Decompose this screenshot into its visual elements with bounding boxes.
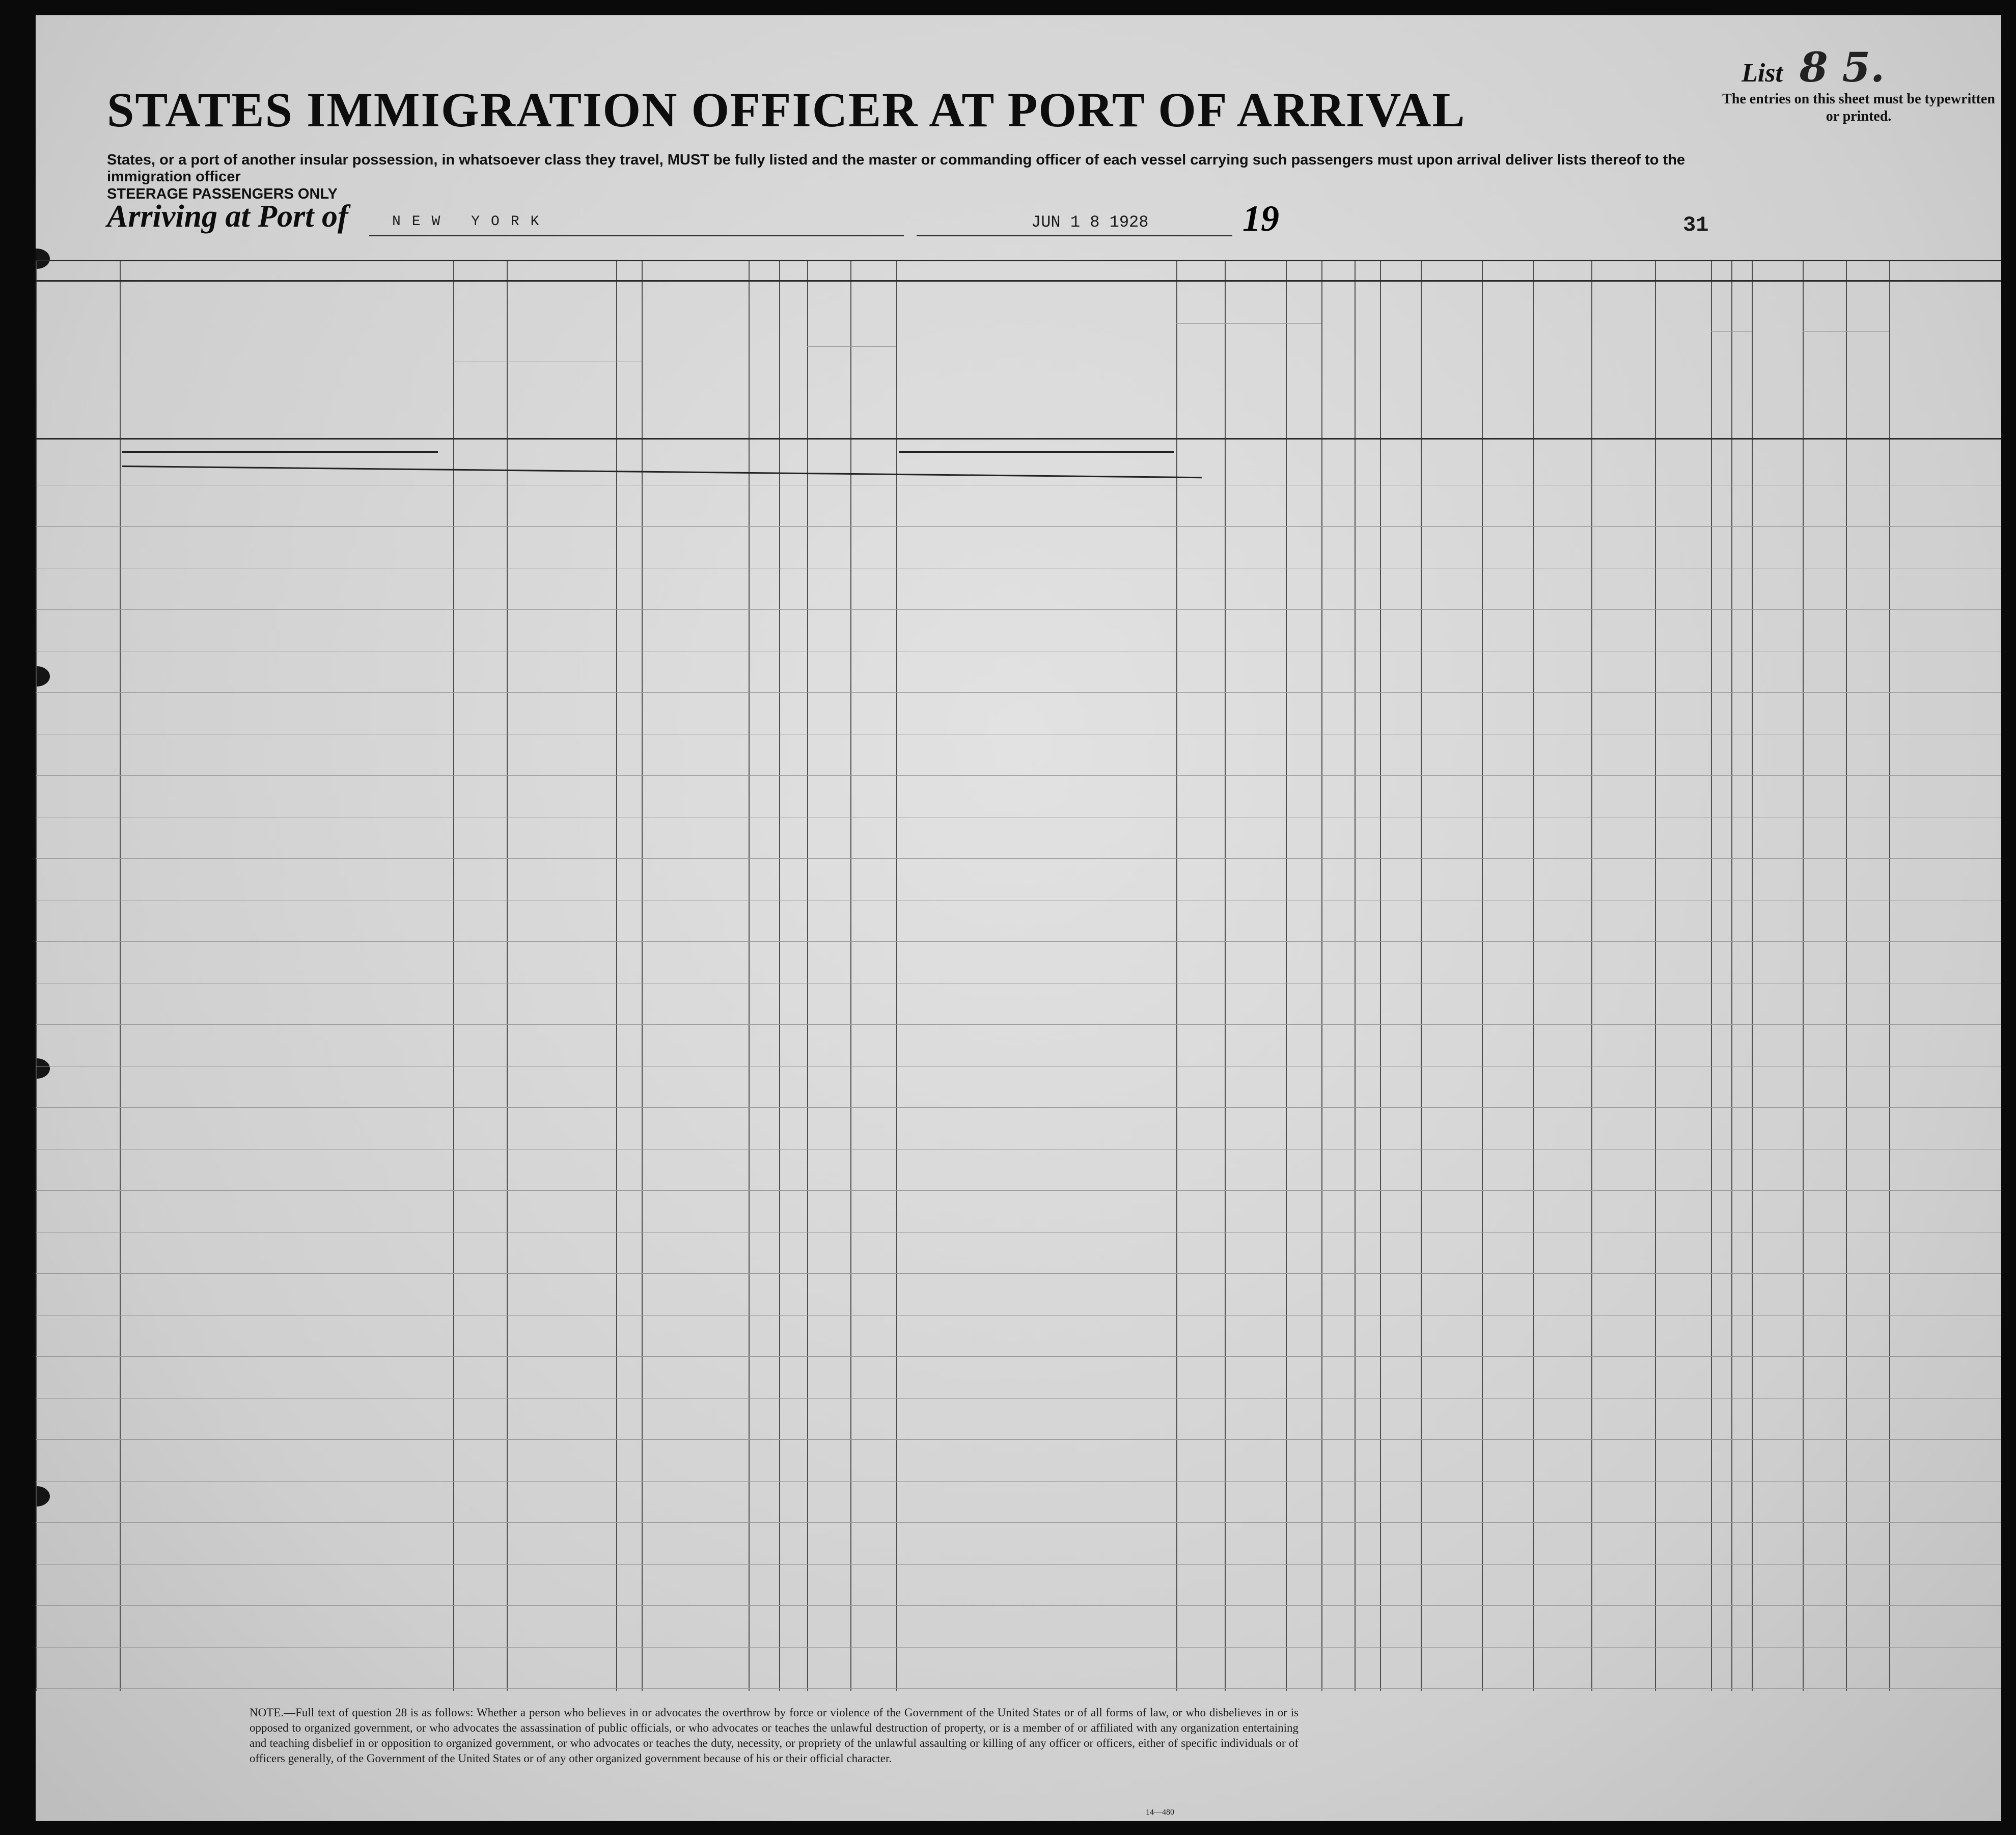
- port-value: NEW YORK: [392, 214, 550, 230]
- column-rule: [1846, 260, 1847, 1691]
- header-overthrow: [1423, 285, 1481, 433]
- row-rule: [36, 1190, 2001, 1191]
- column-rule: [1803, 260, 1804, 1691]
- column-rule: [453, 260, 454, 1691]
- row-rule: [36, 1232, 2001, 1233]
- year-prefix: 19: [1242, 198, 1279, 239]
- header-ticket: [618, 285, 641, 433]
- subheader-rule: [1176, 323, 1321, 324]
- column-rule: [1711, 260, 1712, 1691]
- header-height: [1713, 308, 1750, 328]
- header-purpose: [1178, 286, 1319, 317]
- subheader-rule: [807, 346, 896, 347]
- header-complexion: [1754, 351, 1801, 392]
- date-underline: [917, 235, 1232, 236]
- column-rule: [1225, 260, 1226, 1691]
- row-rule: [36, 1688, 2001, 1689]
- year-suffix: 31: [1683, 213, 1709, 237]
- column-rule: [749, 260, 750, 1691]
- row-rule: [36, 1315, 2001, 1316]
- header-inches: [1733, 357, 1751, 433]
- row-rule: [36, 941, 2001, 942]
- column-rule: [1752, 260, 1753, 1691]
- row-rule: [36, 1481, 2001, 1482]
- column-rule: [1380, 260, 1381, 1691]
- subtitle-line: States, or a port of another insular possession, in whatsoever class they travel, MUST be fully listed and the master or commanding officer of each vessel carrying such passengers must upon arrival deliver lists thereof to the immigration officer: [107, 152, 1686, 185]
- header-money: [751, 285, 778, 433]
- header-hair: [1805, 382, 1844, 402]
- header-labor-offer: [1484, 285, 1532, 433]
- manifest-table: [36, 260, 2001, 1691]
- row-rule: [36, 1024, 2001, 1025]
- header-feet: [1713, 382, 1729, 402]
- row-rule: [36, 526, 2001, 527]
- column-rule: [807, 260, 808, 1691]
- list-number-value: 8 5.: [1799, 43, 1885, 91]
- row-rule: [36, 858, 2001, 859]
- row-rule: [36, 775, 2001, 776]
- list-number: [1742, 43, 1885, 91]
- cancel-strike: [122, 465, 1202, 478]
- column-rule: [1176, 260, 1177, 1691]
- header-yes-no: [781, 362, 805, 402]
- column-rule: [1655, 260, 1656, 1691]
- column-rule: [1482, 260, 1483, 1691]
- header-joining-relative: [898, 326, 1174, 407]
- header-prison: [1323, 285, 1354, 433]
- cancel-strike: [899, 451, 1174, 453]
- column-rule: [1889, 260, 1890, 1691]
- header-deported: [1535, 285, 1590, 433]
- header-eyes: [1848, 382, 1887, 402]
- column-rule: [1731, 260, 1732, 1691]
- header-relative-address: [122, 336, 451, 428]
- column-rule: [1321, 260, 1322, 1691]
- subheader-rule: [1803, 331, 1889, 332]
- column-rule: [616, 260, 617, 1691]
- header-where: [852, 372, 894, 402]
- column-rule: [1421, 260, 1422, 1691]
- row-rule: [36, 1647, 2001, 1648]
- steerage-label: STEERAGE PASSENGERS ONLY: [107, 185, 338, 202]
- header-health: [1593, 321, 1653, 397]
- row-rule: [36, 1356, 2001, 1357]
- date-stamp: JUN 1 8 1928: [1031, 213, 1149, 232]
- port-underline: [369, 235, 904, 236]
- column-rule: [642, 260, 643, 1691]
- header-citizen-intent: [1288, 326, 1320, 435]
- header-polygamist: [1357, 285, 1379, 433]
- cancel-strike: [122, 451, 438, 453]
- page-subtitle: [107, 152, 1686, 203]
- column-rule: [1286, 260, 1287, 1691]
- column-rule: [1533, 260, 1534, 1691]
- column-rule: [1591, 260, 1592, 1691]
- list-label: List: [1742, 59, 1783, 88]
- header-marks: [1891, 351, 2001, 382]
- form-number: 14—480: [1146, 1808, 1174, 1817]
- arriving-label: Arriving at Port of: [107, 199, 348, 234]
- header-passage-paid: [644, 290, 747, 346]
- header-deformed: [1657, 321, 1709, 418]
- header-passage-note: [644, 346, 747, 433]
- header-years: [809, 357, 848, 418]
- subheader-rule: [1711, 331, 1752, 332]
- header-anarchist: [1382, 285, 1420, 433]
- header-length-stay: [1227, 326, 1285, 435]
- entries-note: The entries on this sheet must be typewritten or printed.: [1722, 91, 1995, 124]
- column-rule: [36, 260, 37, 1691]
- header-color-of: [1805, 308, 1887, 328]
- header-destination-note: [455, 311, 614, 341]
- row-rule: [36, 1107, 2001, 1108]
- column-rule: [779, 260, 780, 1691]
- header-if-yes: [809, 326, 894, 346]
- header-rule: [36, 438, 2001, 440]
- header-list-number: [38, 331, 118, 392]
- page-title: STATES IMMIGRATION OFFICER AT PORT OF ARRIVAL: [107, 83, 1466, 137]
- header-state: [455, 387, 505, 407]
- footnote: NOTE.—Full text of question 28 is as follows: Whether a person who believes in or advocates the overthrow by force or violence of the Government of the United States or of all forms of law, or who disbelieves in or is opposed to organized government, or who advocates the assassination of public officials, or who advocates or teaches the unlawful destruction of property, or is a member of or affiliated with any organization entertaining and teaching disbelief in or opposition to organized government, or who advocates or teaches the duty, necessity, or propriety of the unlawful assaulting or killing of any officer or officers, either of specific individuals or of officers generally, of the Government of the United States or of any other organized government because of his or their official character.: [250, 1706, 1299, 1765]
- row-rule: [36, 1605, 2001, 1606]
- column-rule: [120, 260, 121, 1691]
- row-rule: [36, 1273, 2001, 1274]
- header-rule: [36, 280, 2001, 282]
- header-final-destination: [455, 290, 614, 311]
- header-return-intent: [1178, 326, 1224, 435]
- row-rule: [36, 1439, 2001, 1440]
- header-rule: [36, 260, 2001, 261]
- row-rule: [36, 609, 2001, 610]
- column-rule: [1355, 260, 1356, 1691]
- manifest-sheet: [36, 15, 2001, 1821]
- row-rule: [36, 692, 2001, 693]
- column-rule: [507, 260, 508, 1691]
- header-city: [509, 387, 614, 407]
- row-rule: [36, 1564, 2001, 1565]
- row-rule: [36, 1398, 2001, 1399]
- row-rule: [36, 1522, 2001, 1523]
